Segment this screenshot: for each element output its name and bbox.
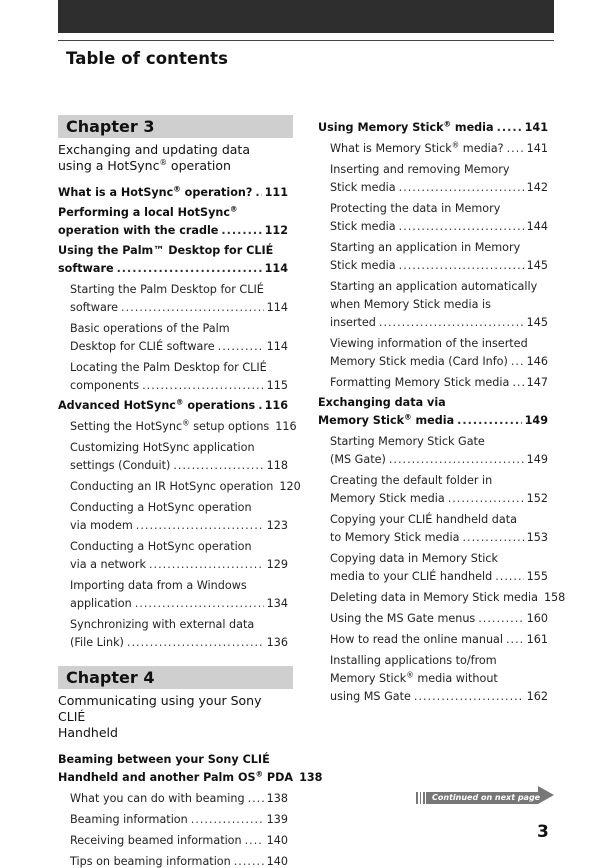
toc-page-number: 155 <box>526 570 548 583</box>
toc-section-entry[interactable] <box>58 204 288 240</box>
toc-entry-title: Basic operations of the Palm <box>70 322 230 335</box>
chapter-3-entries <box>58 184 301 652</box>
dot-leader <box>399 218 524 236</box>
toc-entry-line <box>70 418 297 436</box>
toc-entry-title: to Memory Stick media <box>330 531 460 544</box>
toc-page-number: 141 <box>526 142 548 155</box>
toc-entry-line <box>330 451 548 469</box>
right-column-entries <box>318 119 566 706</box>
toc-section-entry[interactable] <box>318 394 548 430</box>
toc-entry-title: Memory Stick media (Card Info) <box>330 355 508 368</box>
toc-subsection-entry[interactable] <box>58 281 288 317</box>
toc-entry-title: Memory Stick® media <box>318 412 455 427</box>
chapter-4-subtitle <box>58 693 288 741</box>
toc-page-number: 116 <box>264 399 288 412</box>
toc-subsection-entry[interactable] <box>58 320 288 356</box>
toc-subsection-entry[interactable] <box>318 550 548 586</box>
toc-entry-title: Installing applications to/from <box>330 654 497 667</box>
toc-entry-line <box>70 634 288 652</box>
toc-subsection-entry[interactable] <box>58 832 288 850</box>
toc-entry-line <box>58 204 288 222</box>
toc-entry-line <box>70 439 288 457</box>
chapter-3-subtitle <box>58 142 288 174</box>
toc-subsection-entry[interactable] <box>58 811 288 829</box>
toc-entry-line <box>330 218 548 236</box>
toc-entry-line <box>70 281 288 299</box>
toc-page-number: 140 <box>266 834 288 847</box>
toc-entry-title: settings (Conduit) <box>70 459 171 472</box>
toc-entry-title: Copying your CLIÉ handheld data <box>330 513 517 526</box>
toc-subsection-entry[interactable] <box>318 652 548 706</box>
toc-entry-title: Beaming information <box>70 813 188 826</box>
dot-leader <box>457 412 522 430</box>
toc-subsection-entry[interactable] <box>318 472 548 508</box>
toc-entry-line <box>70 811 288 829</box>
toc-page-number: 114 <box>266 301 288 314</box>
dot-leader <box>218 338 264 356</box>
toc-subsection-entry[interactable] <box>318 335 548 371</box>
toc-entry-title: Viewing information of the inserted <box>330 337 528 350</box>
chapter-4-heading: Chapter 4 <box>58 666 293 689</box>
dot-leader <box>142 377 264 395</box>
toc-page-number: 153 <box>526 531 548 544</box>
toc-page-number: 152 <box>526 492 548 505</box>
toc-entry-title: software <box>70 301 119 314</box>
toc-entry-line <box>330 257 548 275</box>
dot-leader <box>127 634 264 652</box>
toc-entry-title: Starting Memory Stick Gate <box>330 435 485 448</box>
toc-entry-line <box>330 353 548 371</box>
chapter-4-subtitle-line: Communicating using your Sony CLIÉ <box>58 693 262 724</box>
toc-subsection-entry[interactable] <box>318 239 548 275</box>
toc-page-number: 149 <box>526 453 548 466</box>
toc-subsection-entry[interactable] <box>58 538 288 574</box>
arrow-right-icon <box>538 786 554 804</box>
left-column <box>58 115 323 868</box>
right-column <box>318 117 566 706</box>
toc-entry-line <box>70 790 288 808</box>
toc-entry-title: Conducting a HotSync operation <box>70 540 252 553</box>
toc-page-number: 118 <box>266 459 288 472</box>
toc-entry-title: Tips on beaming information <box>70 855 231 868</box>
toc-entry-line <box>330 670 548 688</box>
toc-page-number: 120 <box>279 480 301 493</box>
dot-leader <box>512 374 523 392</box>
dot-leader <box>221 222 261 240</box>
toc-subsection-entry[interactable] <box>58 853 288 868</box>
toc-subsection-entry[interactable] <box>318 374 548 392</box>
toc-page-number: 160 <box>526 612 548 625</box>
toc-page-number: 138 <box>299 771 323 784</box>
toc-page-number: 114 <box>264 262 288 275</box>
page-title: Table of contents <box>66 49 229 68</box>
toc-page-number: 147 <box>526 376 548 389</box>
toc-entry-line <box>330 688 548 706</box>
toc-entry-title: inserted <box>330 316 376 329</box>
toc-entry-title: Setting the HotSync® setup options <box>70 418 270 433</box>
toc-entry-title: What is Memory Stick® media? <box>330 140 504 155</box>
toc-entry-line <box>330 335 548 353</box>
toc-entry-title: operation with the cradle <box>58 224 219 237</box>
toc-entry-line <box>318 412 548 430</box>
toc-entry-title: application <box>70 597 132 610</box>
toc-entry-title: Conducting an IR HotSync operation <box>70 480 274 493</box>
chapter-3-subtitle-line: using a HotSync® operation <box>58 157 231 173</box>
toc-entry-line <box>318 119 548 137</box>
toc-entry-line <box>330 433 548 451</box>
dot-leader <box>478 610 523 628</box>
toc-entry-line <box>70 595 288 613</box>
toc-entry-title: (File Link) <box>70 636 124 649</box>
chapter-4-subtitle-line: Handheld <box>58 725 118 740</box>
toc-entry-line <box>330 550 548 568</box>
toc-page-number: 112 <box>264 224 288 237</box>
dot-leader <box>506 631 524 649</box>
toc-entry-line <box>70 517 288 535</box>
toc-section-entry[interactable] <box>58 397 288 415</box>
toc-page-number: 144 <box>526 220 548 233</box>
toc-page-number: 134 <box>266 597 288 610</box>
page-number: 3 <box>537 822 549 842</box>
toc-entry-title: (MS Gate) <box>330 453 386 466</box>
toc-entry-title: Memory Stick media <box>330 492 445 505</box>
toc-entry-line <box>330 200 548 218</box>
toc-entry-line <box>330 631 548 649</box>
toc-entry-line <box>70 457 288 475</box>
toc-subsection-entry[interactable] <box>58 616 288 652</box>
toc-entry-line <box>70 853 288 868</box>
toc-entry-line <box>70 478 301 496</box>
toc-entry-title: What you can do with beaming <box>70 792 245 805</box>
toc-page-number: 149 <box>524 414 548 427</box>
toc-entry-title: using MS Gate <box>330 690 411 703</box>
dot-leader <box>414 688 524 706</box>
toc-entry-line <box>330 314 548 332</box>
toc-entry-title: Stick media <box>330 181 396 194</box>
continued-bars-icon <box>416 792 425 804</box>
dot-leader <box>511 353 524 371</box>
toc-entry-title: What is a HotSync® operation? <box>58 184 253 199</box>
dot-leader <box>117 260 262 278</box>
toc-subsection-entry[interactable] <box>318 140 548 158</box>
toc-entry-title: Handheld and another Palm OS® PDA <box>58 769 294 784</box>
toc-subsection-entry[interactable] <box>58 359 288 395</box>
toc-subsection-entry[interactable] <box>318 631 548 649</box>
toc-entry-line <box>70 299 288 317</box>
dot-leader <box>379 314 524 332</box>
toc-page-number: 139 <box>266 813 288 826</box>
toc-subsection-entry[interactable] <box>58 439 288 475</box>
dot-leader <box>448 490 524 508</box>
toc-entry-line <box>330 610 548 628</box>
toc-subsection-entry[interactable] <box>58 478 301 496</box>
toc-entry-line <box>58 260 288 278</box>
dot-leader <box>136 517 264 535</box>
toc-entry-line <box>70 538 288 556</box>
toc-page-number: 136 <box>266 636 288 649</box>
toc-entry-title: via modem <box>70 519 133 532</box>
toc-entry-title: Stick media <box>330 220 396 233</box>
dot-leader <box>191 811 264 829</box>
toc-entry-title: components <box>70 379 140 392</box>
toc-page-number: 141 <box>524 121 548 134</box>
toc-entry-line <box>70 499 288 517</box>
toc-subsection-entry[interactable] <box>58 577 288 613</box>
toc-entry-line <box>70 832 288 850</box>
dot-leader <box>497 119 522 137</box>
toc-subsection-entry[interactable] <box>318 161 548 197</box>
toc-entry-title: Copying data in Memory Stick <box>330 552 499 565</box>
toc-entry-line <box>330 140 548 158</box>
toc-entry-title: How to read the online manual <box>330 633 503 646</box>
toc-subsection-entry[interactable] <box>58 790 288 808</box>
toc-entry-title: software <box>58 262 114 275</box>
toc-page-number: 146 <box>526 355 548 368</box>
chapter-3-subtitle-line: Exchanging and updating data <box>58 142 250 157</box>
toc-entry-title: Advanced HotSync® operations <box>58 397 256 412</box>
toc-entry-line <box>70 320 288 338</box>
toc-entry-line <box>70 577 288 595</box>
toc-entry-title: Starting an application automatically <box>330 280 538 293</box>
toc-subsection-entry[interactable] <box>318 610 548 628</box>
toc-section-entry[interactable] <box>58 751 323 787</box>
toc-entry-title: Beaming between your Sony CLIÉ <box>58 753 270 766</box>
continued-on-next-page-tab[interactable] <box>416 788 556 806</box>
toc-entry-title: Importing data from a Windows <box>70 579 247 592</box>
toc-entry-line <box>330 529 548 547</box>
dot-leader <box>507 140 524 158</box>
toc-subsection-entry[interactable] <box>58 418 297 436</box>
toc-entry-line <box>330 179 548 197</box>
toc-page-number: 161 <box>526 633 548 646</box>
toc-page-number: 129 <box>266 558 288 571</box>
toc-subsection-entry[interactable] <box>318 511 548 547</box>
toc-section-entry[interactable] <box>318 119 548 137</box>
toc-page-number: 123 <box>266 519 288 532</box>
toc-page-number: 162 <box>526 690 548 703</box>
toc-subsection-entry[interactable] <box>318 278 548 332</box>
toc-page-number: 111 <box>264 186 288 199</box>
dot-leader <box>495 568 523 586</box>
toc-page-number: 114 <box>266 340 288 353</box>
dot-leader <box>399 257 524 275</box>
toc-entry-line <box>58 769 323 787</box>
toc-entry-title: Stick media <box>330 259 396 272</box>
toc-page-number: 116 <box>275 420 297 433</box>
toc-page-number: 145 <box>526 316 548 329</box>
dot-leader <box>173 457 263 475</box>
toc-entry-line <box>70 338 288 356</box>
dot-leader <box>121 299 264 317</box>
toc-entry-title: Protecting the data in Memory <box>330 202 501 215</box>
toc-entry-line <box>318 394 548 412</box>
toc-entry-line <box>58 751 288 769</box>
toc-entry-title: Exchanging data via <box>318 396 446 409</box>
toc-entry-line <box>330 589 566 607</box>
toc-entry-title: when Memory Stick media is <box>330 298 491 311</box>
toc-entry-title: Formatting Memory Stick media <box>330 376 510 389</box>
dot-leader <box>258 397 261 415</box>
toc-page-number: 145 <box>526 259 548 272</box>
toc-entry-line <box>58 242 288 260</box>
toc-entry-title: via a network <box>70 558 146 571</box>
toc-entry-line <box>330 278 548 296</box>
toc-entry-line <box>330 511 548 529</box>
toc-page-number: 115 <box>266 379 288 392</box>
dot-leader <box>462 529 523 547</box>
toc-entry-line <box>58 397 288 415</box>
dot-leader <box>245 832 264 850</box>
toc-entry-title: Using Memory Stick® media <box>318 119 494 134</box>
toc-entry-line <box>70 377 288 395</box>
toc-entry-line <box>330 296 548 314</box>
toc-subsection-entry[interactable] <box>58 499 288 535</box>
toc-section-entry[interactable] <box>58 184 288 202</box>
toc-entry-title: Starting the Palm Desktop for CLIÉ <box>70 283 264 296</box>
continued-label: Continued on next page <box>432 793 541 802</box>
toc-entry-line <box>70 616 288 634</box>
toc-entry-title: Deleting data in Memory Stick media <box>330 591 538 604</box>
toc-entry-title: Desktop for CLIÉ software <box>70 340 215 353</box>
dot-leader <box>234 853 264 868</box>
toc-entry-title: Synchronizing with external data <box>70 618 255 631</box>
toc-entry-line <box>330 568 548 586</box>
toc-entry-title: Performing a local HotSync® <box>58 204 238 219</box>
toc-page-number: 140 <box>266 855 288 868</box>
toc-subsection-entry[interactable] <box>318 433 548 469</box>
toc-entry-title: Locating the Palm Desktop for CLIÉ <box>70 361 267 374</box>
header-bar <box>58 0 554 33</box>
toc-entry-line <box>330 472 548 490</box>
toc-entry-line <box>330 239 548 257</box>
toc-subsection-entry[interactable] <box>318 589 566 607</box>
toc-entry-line <box>58 222 288 240</box>
toc-page-number: 142 <box>526 181 548 194</box>
toc-entry-line <box>330 652 548 670</box>
toc-entry-title: Memory Stick® media without <box>330 670 498 685</box>
dot-leader <box>255 184 261 202</box>
toc-entry-title: Using the MS Gate menus <box>330 612 476 625</box>
header-rule <box>58 40 554 41</box>
toc-entry-line <box>70 556 288 574</box>
toc-entry-line <box>58 184 288 202</box>
dot-leader <box>135 595 264 613</box>
toc-subsection-entry[interactable] <box>318 200 548 236</box>
toc-entry-title: Starting an application in Memory <box>330 241 521 254</box>
toc-entry-title: Receiving beamed information <box>70 834 242 847</box>
toc-page-number: 138 <box>266 792 288 805</box>
chapter-3-heading: Chapter 3 <box>58 115 293 138</box>
toc-entry-title: Creating the default folder in <box>330 474 493 487</box>
toc-section-entry[interactable] <box>58 242 288 278</box>
toc-entry-title: Customizing HotSync application <box>70 441 255 454</box>
dot-leader <box>248 790 264 808</box>
toc-entry-line <box>330 161 548 179</box>
toc-entry-line <box>330 490 548 508</box>
dot-leader <box>149 556 264 574</box>
dot-leader <box>389 451 524 469</box>
toc-entry-title: media to your CLIÉ handheld <box>330 570 493 583</box>
toc-entry-line <box>70 359 288 377</box>
toc-entry-title: Conducting a HotSync operation <box>70 501 252 514</box>
chapter-4-entries <box>58 751 323 868</box>
toc-entry-title: Using the Palm™ Desktop for CLIÉ <box>58 244 274 257</box>
toc-entry-line <box>330 374 548 392</box>
toc-page-number: 158 <box>543 591 566 604</box>
dot-leader <box>399 179 524 197</box>
toc-entry-title: Inserting and removing Memory <box>330 163 510 176</box>
